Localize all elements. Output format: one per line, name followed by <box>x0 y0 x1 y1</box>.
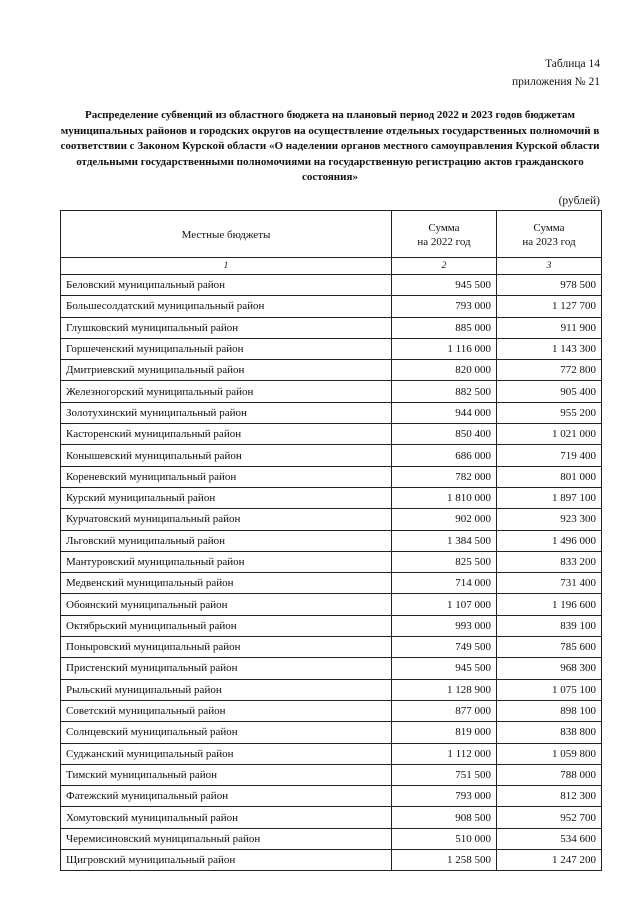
table-row <box>61 743 602 764</box>
sum-2022-cell: 793 000 <box>392 296 497 317</box>
district-name-cell: Рыльский муниципальный район <box>61 679 392 700</box>
district-name-cell: Горшеченский муниципальный район <box>61 338 392 359</box>
sum-2022-cell: 782 000 <box>392 466 497 487</box>
district-name-cell: Поныровский муниципальный район <box>61 637 392 658</box>
table-row <box>61 338 602 359</box>
district-name-cell: Щигровский муниципальный район <box>61 850 392 871</box>
district-name-cell: Суджанский муниципальный район <box>61 743 392 764</box>
district-name-cell: Хомутовский муниципальный район <box>61 807 392 828</box>
district-name-cell: Глушковский муниципальный район <box>61 317 392 338</box>
table-row <box>61 530 602 551</box>
district-name-cell: Большесолдатский муниципальный район <box>61 296 392 317</box>
table-body <box>61 275 602 871</box>
district-name-cell: Беловский муниципальный район <box>61 275 392 296</box>
sum-2023-cell: 839 100 <box>497 615 602 636</box>
sum-2023-cell: 923 300 <box>497 509 602 530</box>
sum-2022-cell: 714 000 <box>392 573 497 594</box>
district-name-cell: Фатежский муниципальный район <box>61 786 392 807</box>
sum-2022-cell: 819 000 <box>392 722 497 743</box>
district-name-cell: Солнцевский муниципальный район <box>61 722 392 743</box>
sum-2023-cell: 1 021 000 <box>497 424 602 445</box>
header-sum-2023-line1: Сумма <box>533 222 565 234</box>
district-name-cell: Тимский муниципальный район <box>61 764 392 785</box>
sum-2022-cell: 1 258 500 <box>392 850 497 871</box>
sum-2023-cell: 838 800 <box>497 722 602 743</box>
sum-2023-cell: 955 200 <box>497 402 602 423</box>
table-row <box>61 317 602 338</box>
sum-2023-cell: 898 100 <box>497 700 602 721</box>
units-label: (рублей) <box>558 195 600 207</box>
column-number: 3 <box>497 258 602 275</box>
sum-2022-cell: 1 116 000 <box>392 338 497 359</box>
table-row <box>61 381 602 402</box>
sum-2023-cell: 1 196 600 <box>497 594 602 615</box>
table-row <box>61 850 602 871</box>
district-name-cell: Курский муниципальный район <box>61 487 392 508</box>
sum-2023-cell: 1 247 200 <box>497 850 602 871</box>
table-row <box>61 296 602 317</box>
sum-2023-cell: 1 496 000 <box>497 530 602 551</box>
sum-2022-cell: 993 000 <box>392 615 497 636</box>
district-name-cell: Кореневский муниципальный район <box>61 466 392 487</box>
sum-2022-cell: 945 500 <box>392 658 497 679</box>
sum-2022-cell: 908 500 <box>392 807 497 828</box>
sum-2022-cell: 850 400 <box>392 424 497 445</box>
column-number-row <box>61 258 602 275</box>
sum-2022-cell: 510 000 <box>392 828 497 849</box>
sum-2023-cell: 1 059 800 <box>497 743 602 764</box>
sum-2022-cell: 877 000 <box>392 700 497 721</box>
district-name-cell: Пристенский муниципальный район <box>61 658 392 679</box>
document-title: Распределение субвенций из областного бюджета на плановый период 2022 и 2023 годов бюджетам муниципальных районов и городских округов на осуществление отдельных государственных полномочий в соответствии с Законом Курской области «О наделении органов местного самоуправления Курской области отдельными государственными полномочиями на государственную регистрацию актов гражданского состояния» <box>60 109 600 183</box>
table-row <box>61 658 602 679</box>
sum-2023-cell: 911 900 <box>497 317 602 338</box>
table-row <box>61 828 602 849</box>
table-row <box>61 360 602 381</box>
table-row <box>61 573 602 594</box>
table-row <box>61 402 602 423</box>
table-row <box>61 679 602 700</box>
header-sum-2022 <box>392 211 497 258</box>
budget-table <box>60 210 602 871</box>
sum-2022-cell: 882 500 <box>392 381 497 402</box>
header-sum-2022-line2: на 2022 год <box>417 236 471 248</box>
header-sum-2023-line2: на 2023 год <box>522 236 576 248</box>
sum-2023-cell: 1 075 100 <box>497 679 602 700</box>
table-row <box>61 487 602 508</box>
sum-2023-cell: 731 400 <box>497 573 602 594</box>
table-row <box>61 637 602 658</box>
sum-2023-cell: 719 400 <box>497 445 602 466</box>
sum-2022-cell: 820 000 <box>392 360 497 381</box>
table-row <box>61 764 602 785</box>
table-row <box>61 551 602 572</box>
sum-2022-cell: 1 107 000 <box>392 594 497 615</box>
table-row <box>61 466 602 487</box>
sum-2023-cell: 534 600 <box>497 828 602 849</box>
district-name-cell: Мантуровский муниципальный район <box>61 551 392 572</box>
sum-2022-cell: 885 000 <box>392 317 497 338</box>
sum-2022-cell: 686 000 <box>392 445 497 466</box>
district-name-cell: Касторенский муниципальный район <box>61 424 392 445</box>
appendix-reference: приложения № 21 <box>512 76 600 88</box>
header-local-budgets-text: Местные бюджеты <box>181 229 271 241</box>
sum-2022-cell: 1 384 500 <box>392 530 497 551</box>
sum-2022-cell: 751 500 <box>392 764 497 785</box>
sum-2023-cell: 785 600 <box>497 637 602 658</box>
column-number: 2 <box>392 258 497 275</box>
table-row <box>61 594 602 615</box>
header-sum-2022-line1: Сумма <box>428 222 460 234</box>
sum-2022-cell: 945 500 <box>392 275 497 296</box>
sum-2022-cell: 749 500 <box>392 637 497 658</box>
sum-2023-cell: 812 300 <box>497 786 602 807</box>
table-row <box>61 275 602 296</box>
sum-2023-cell: 772 800 <box>497 360 602 381</box>
sum-2022-cell: 793 000 <box>392 786 497 807</box>
district-name-cell: Льговский муниципальный район <box>61 530 392 551</box>
sum-2022-cell: 902 000 <box>392 509 497 530</box>
sum-2022-cell: 1 112 000 <box>392 743 497 764</box>
sum-2023-cell: 1 897 100 <box>497 487 602 508</box>
sum-2022-cell: 825 500 <box>392 551 497 572</box>
district-name-cell: Октябрьский муниципальный район <box>61 615 392 636</box>
sum-2023-cell: 978 500 <box>497 275 602 296</box>
district-name-cell: Советский муниципальный район <box>61 700 392 721</box>
sum-2023-cell: 801 000 <box>497 466 602 487</box>
header-sum-2023 <box>497 211 602 258</box>
district-name-cell: Золотухинский муниципальный район <box>61 402 392 423</box>
district-name-cell: Медвенский муниципальный район <box>61 573 392 594</box>
sum-2023-cell: 952 700 <box>497 807 602 828</box>
table-row <box>61 509 602 530</box>
district-name-cell: Черемисиновский муниципальный район <box>61 828 392 849</box>
header-local-budgets <box>61 211 392 258</box>
table-row <box>61 424 602 445</box>
table-reference: Таблица 14 <box>545 58 600 70</box>
table-row <box>61 722 602 743</box>
sum-2023-cell: 833 200 <box>497 551 602 572</box>
sum-2023-cell: 968 300 <box>497 658 602 679</box>
table-header-row <box>61 211 602 258</box>
table-row <box>61 786 602 807</box>
sum-2022-cell: 1 128 900 <box>392 679 497 700</box>
district-name-cell: Курчатовский муниципальный район <box>61 509 392 530</box>
table-row <box>61 700 602 721</box>
sum-2023-cell: 1 143 300 <box>497 338 602 359</box>
table-row <box>61 615 602 636</box>
table-row <box>61 445 602 466</box>
district-name-cell: Железногорский муниципальный район <box>61 381 392 402</box>
sum-2022-cell: 1 810 000 <box>392 487 497 508</box>
district-name-cell: Дмитриевский муниципальный район <box>61 360 392 381</box>
district-name-cell: Обоянский муниципальный район <box>61 594 392 615</box>
sum-2023-cell: 1 127 700 <box>497 296 602 317</box>
table-row <box>61 807 602 828</box>
column-number: 1 <box>61 258 392 275</box>
district-name-cell: Конышевский муниципальный район <box>61 445 392 466</box>
sum-2022-cell: 944 000 <box>392 402 497 423</box>
sum-2023-cell: 788 000 <box>497 764 602 785</box>
sum-2023-cell: 905 400 <box>497 381 602 402</box>
